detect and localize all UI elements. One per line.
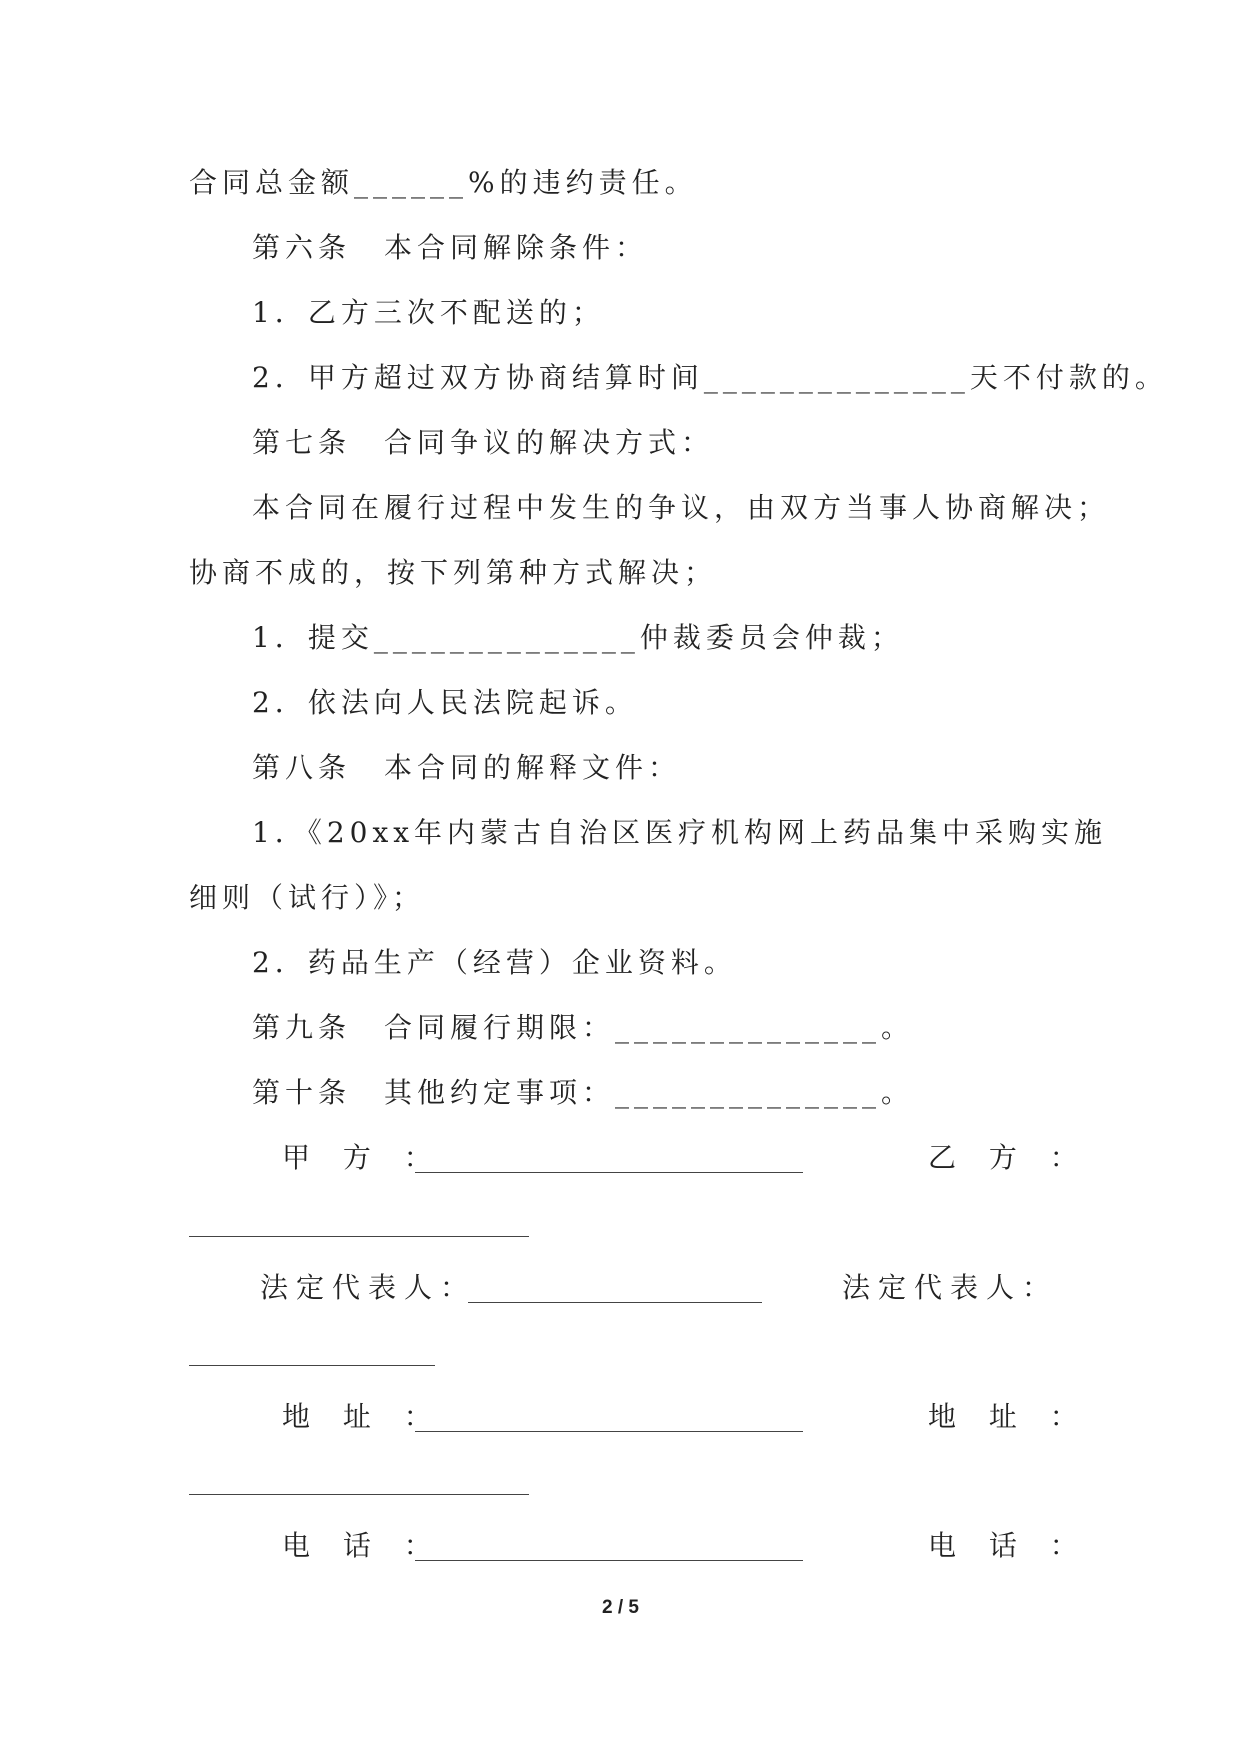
article-7-heading: 第七条 合同争议的解决方式： bbox=[252, 426, 715, 459]
paragraph-line: 合同总金额______%的违约责任。 bbox=[189, 166, 698, 199]
paragraph-line: 1．《20xx年内蒙古自治区医疗机构网上药品集中采购实施 bbox=[252, 816, 1108, 849]
paragraph-line: 2．甲方超过双方协商结算时间______________天不付款的。 bbox=[252, 361, 1168, 394]
address-a-blank bbox=[415, 1431, 803, 1432]
paragraph-line: 本合同在履行过程中发生的争议，由双方当事人协商解决； bbox=[252, 491, 1111, 524]
article-8-heading: 第八条 本合同的解释文件： bbox=[252, 751, 682, 784]
paragraph-line: 2．药品生产（经营）企业资料。 bbox=[252, 946, 737, 979]
rep-a-label: 法定代表人： bbox=[260, 1271, 477, 1304]
party-a-blank bbox=[415, 1172, 803, 1173]
article-9-heading: 第九条 合同履行期限：______________。 bbox=[252, 1011, 915, 1044]
party-b-blank bbox=[189, 1236, 529, 1237]
address-b-label: 地 址 ： bbox=[928, 1400, 1090, 1433]
address-a-label: 地 址 ： bbox=[282, 1400, 444, 1433]
phone-b-label: 电 话 ： bbox=[928, 1529, 1090, 1562]
party-a-label: 甲 方 ： bbox=[282, 1141, 444, 1174]
article-10-heading: 第十条 其他约定事项：______________。 bbox=[252, 1076, 915, 1109]
phone-a-blank bbox=[415, 1560, 803, 1561]
article-6-heading: 第六条 本合同解除条件： bbox=[252, 231, 649, 264]
paragraph-line: 2．依法向人民法院起诉。 bbox=[252, 686, 638, 719]
paragraph-line: 细则（试行）》； bbox=[189, 881, 426, 914]
rep-b-blank bbox=[189, 1365, 435, 1366]
party-b-label: 乙 方 ： bbox=[928, 1141, 1090, 1174]
paragraph-line: 协商不成的，按下列第种方式解决； bbox=[189, 556, 718, 589]
phone-a-label: 电 话 ： bbox=[282, 1529, 444, 1562]
address-b-blank bbox=[189, 1494, 529, 1495]
paragraph-line: 1．提交______________仲裁委员会仲裁； bbox=[252, 621, 904, 654]
paragraph-line: 1．乙方三次不配送的； bbox=[252, 296, 605, 329]
page-number: 2 / 5 bbox=[602, 1597, 639, 1618]
rep-a-blank bbox=[468, 1302, 762, 1303]
rep-b-label: 法定代表人： bbox=[842, 1271, 1059, 1304]
